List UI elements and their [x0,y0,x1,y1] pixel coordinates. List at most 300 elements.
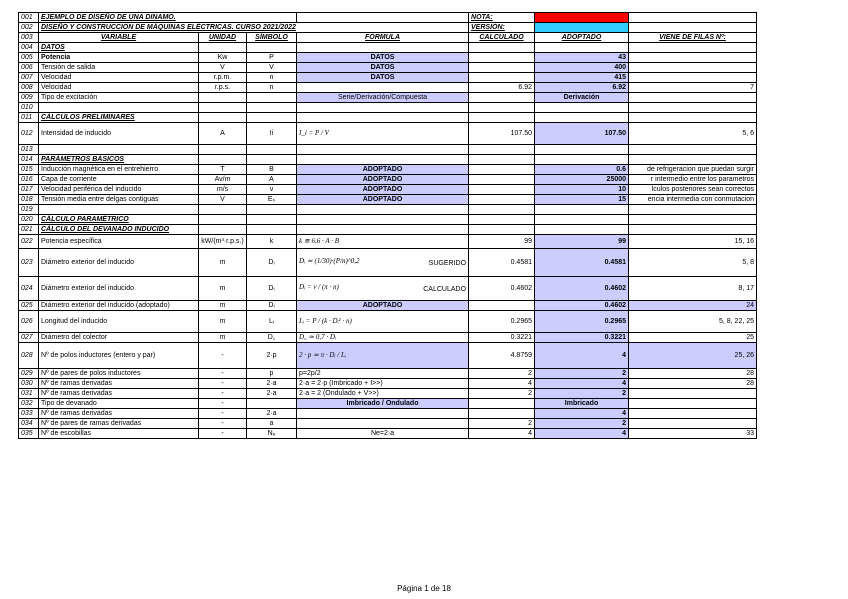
cell-simbolo[interactable]: P [247,53,297,63]
row-number[interactable]: 021 [19,225,39,235]
row-number[interactable]: 034 [19,419,39,429]
cell-calculado[interactable]: 2 [469,419,535,429]
row-number[interactable]: 033 [19,409,39,419]
cell-simbolo[interactable]: D꜀ [247,333,297,343]
cell-unidad[interactable] [199,225,247,235]
sheet-row [19,33,757,43]
cell-variable[interactable]: Diámetro del colector [39,333,199,343]
version-value[interactable] [535,23,629,33]
cell-formula[interactable] [297,215,469,225]
cell-formula[interactable] [297,249,469,277]
cell-simbolo[interactable]: a [247,419,297,429]
cell-adoptado[interactable]: 6.92 [535,83,629,93]
cell-adoptado[interactable]: 107.50 [535,123,629,145]
row-number[interactable]: 001 [19,13,39,23]
cell-variable[interactable]: Inducción magnética en el entrehierro [39,165,199,175]
cell-viene[interactable] [629,389,757,399]
cell-calculado[interactable]: 0.3221 [469,333,535,343]
cell-simbolo[interactable]: 2·p [247,343,297,369]
cell-viene[interactable] [629,113,757,123]
cell-simbolo[interactable] [247,93,297,103]
header-formula[interactable]: FÓRMULA [297,33,469,43]
cell-variable[interactable]: CÁLCULO PARAMÉTRICO [39,215,199,225]
cell-formula[interactable] [297,333,469,343]
cell-variable[interactable] [39,145,199,155]
cell-calculado[interactable]: 2 [469,389,535,399]
cell-viene[interactable]: 15, 16 [629,235,757,249]
cell-formula[interactable] [297,369,469,379]
cell-viene[interactable]: 28 [629,369,757,379]
cell-calculado[interactable] [469,175,535,185]
sheet-row [19,249,757,277]
cell-formula[interactable] [297,205,469,215]
cell-unidad[interactable] [199,43,247,53]
formula-text: Dᵢ ≃ (1/30)·(P/n)^0,2 [299,257,360,265]
cell-adoptado[interactable]: Derivación [535,93,629,103]
formula-text: Dᵢ = ν / (π · n) [299,283,339,291]
cell-formula[interactable] [297,145,469,155]
header-adoptado[interactable]: ADOPTADO [535,33,629,43]
header-unidad[interactable]: UNIDAD [199,33,247,43]
cell-unidad[interactable]: A [199,123,247,145]
cell-unidad[interactable]: m [199,277,247,301]
cell-formula[interactable] [297,389,469,399]
cell-calculado[interactable]: 0.4602 [469,277,535,301]
cell-variable[interactable]: Longitud del inducido [39,311,199,333]
row-number[interactable]: 031 [19,389,39,399]
cell-formula[interactable] [297,13,469,23]
header-simbolo[interactable]: SÍMBOLO [247,33,297,43]
cell-formula[interactable] [297,195,469,205]
cell-viene[interactable] [629,103,757,113]
cell-unidad[interactable] [199,103,247,113]
cell-adoptado[interactable]: 2 [535,419,629,429]
cell-unidad[interactable] [199,145,247,155]
cell-variable[interactable]: CÁLCULOS PRELIMINARES [39,113,199,123]
cell-unidad[interactable]: m [199,301,247,311]
cell-unidad[interactable]: - [199,369,247,379]
cell-simbolo[interactable] [247,103,297,113]
row-number[interactable]: 024 [19,277,39,301]
cell-unidad[interactable]: m [199,311,247,333]
cell-unidad[interactable]: r.p.s. [199,83,247,93]
cell-simbolo[interactable]: Lᵢ [247,311,297,333]
cell-unidad[interactable]: Av/m [199,175,247,185]
cell-variable[interactable]: Nº de ramas derivadas [39,409,199,419]
cell-variable[interactable]: Nº de pares de ramas derivadas [39,419,199,429]
cell-adoptado[interactable]: 0.3221 [535,333,629,343]
row-number[interactable]: 005 [19,53,39,63]
cell-adoptado[interactable] [535,113,629,123]
cell-formula[interactable] [297,113,469,123]
cell-adoptado[interactable] [535,155,629,165]
cell-simbolo[interactable] [247,205,297,215]
cell-simbolo[interactable]: 2·a [247,389,297,399]
cell-viene[interactable] [629,215,757,225]
cell-adoptado[interactable]: 15 [535,195,629,205]
cell-viene[interactable] [629,225,757,235]
cell-adoptado[interactable]: 0.6 [535,165,629,175]
formula-text: ADOPTADO [362,166,403,173]
cell-unidad[interactable]: V [199,195,247,205]
cell-simbolo[interactable]: Dᵢ [247,249,297,277]
row-number[interactable]: 015 [19,165,39,175]
cell-unidad[interactable]: m/s [199,185,247,195]
cell-viene[interactable]: 24 [629,301,757,311]
cell-calculado[interactable] [469,63,535,73]
cell-formula[interactable] [297,103,469,113]
cell-adoptado[interactable]: 4 [535,409,629,419]
cell-viene[interactable] [629,63,757,73]
sheet-row [19,175,757,185]
cell-calculado[interactable]: 4 [469,429,535,439]
cell-calculado[interactable] [469,409,535,419]
cell-simbolo[interactable]: n [247,73,297,83]
doc-title[interactable]: EJEMPLO DE DISEÑO DE UNA DINAMO. [39,13,297,23]
cell-formula[interactable] [297,343,469,369]
row-number[interactable]: 025 [19,301,39,311]
cell-calculado[interactable] [469,145,535,155]
cell-unidad[interactable]: - [199,343,247,369]
cell-unidad[interactable]: r.p.m. [199,73,247,83]
cell-adoptado[interactable]: 4 [535,343,629,369]
cell-calculado[interactable] [469,73,535,83]
cell-formula[interactable] [297,63,469,73]
sheet-row [19,429,757,439]
cell-formula[interactable] [297,301,469,311]
row-number[interactable]: 029 [19,369,39,379]
cell-formula[interactable] [297,53,469,63]
cell-variable[interactable]: Nº de pares de polos inductores [39,369,199,379]
cell-adoptado[interactable]: 400 [535,63,629,73]
cell-unidad[interactable]: kW/(m³·r.p.s.) [199,235,247,249]
cell-adoptado[interactable] [535,103,629,113]
cell-adoptado[interactable]: 0.2965 [535,311,629,333]
cell-adoptado[interactable]: 4 [535,429,629,439]
cell-viene[interactable] [629,13,757,23]
cell-simbolo[interactable] [247,215,297,225]
cell-unidad[interactable]: - [199,379,247,389]
row-number[interactable]: 026 [19,311,39,333]
cell-variable[interactable]: PARÁMETROS BÁSICOS [39,155,199,165]
cell-calculado[interactable]: 99 [469,235,535,249]
cell-unidad[interactable]: - [199,399,247,409]
cell-calculado[interactable]: 4.8759 [469,343,535,369]
cell-adoptado[interactable]: 0.4581 [535,249,629,277]
row-number[interactable]: 020 [19,215,39,225]
row-number[interactable]: 019 [19,205,39,215]
cell-viene[interactable]: 25, 26 [629,343,757,369]
cell-formula[interactable] [297,83,469,93]
row-number[interactable]: 013 [19,145,39,155]
cell-viene[interactable] [629,53,757,63]
cell-adoptado[interactable]: 10 [535,185,629,195]
cell-calculado[interactable] [469,43,535,53]
cell-simbolo[interactable] [247,145,297,155]
header-viene[interactable]: VIENE DE FILAS Nº: [629,33,757,43]
cell-variable[interactable]: Diámetro exterior del inducido (adoptado) [39,301,199,311]
cell-calculado[interactable] [469,155,535,165]
cell-adoptado[interactable]: Imbricado [535,399,629,409]
cell-variable[interactable]: Potencia [39,53,199,63]
cell-calculado[interactable] [469,399,535,409]
cell-viene[interactable]: 8, 17 [629,277,757,301]
nota-value[interactable] [535,13,629,23]
cell-adoptado[interactable]: 43 [535,53,629,63]
cell-adoptado[interactable]: 99 [535,235,629,249]
cell-variable[interactable] [39,103,199,113]
cell-variable[interactable]: Nº de polos inductores (entero y par) [39,343,199,369]
cell-variable[interactable]: Capa de corriente [39,175,199,185]
cell-unidad[interactable]: T [199,165,247,175]
sheet-row [19,13,757,23]
formula-text: ADOPTADO [362,186,403,193]
sheet-row [19,165,757,175]
cell-simbolo[interactable]: 2·a [247,409,297,419]
cell-adoptado[interactable] [535,205,629,215]
cell-viene[interactable]: r intermedio entre los parametros [629,175,757,185]
row-number[interactable]: 014 [19,155,39,165]
cell-variable[interactable]: Tipo de excitación [39,93,199,103]
cell-calculado[interactable] [469,195,535,205]
cell-formula[interactable] [297,93,469,103]
formula-text: DATOS [370,64,395,71]
cell-viene[interactable]: 7 [629,83,757,93]
cell-variable[interactable]: Velocidad [39,83,199,93]
cell-calculado[interactable] [469,103,535,113]
row-number[interactable]: 003 [19,33,39,43]
nota-label[interactable]: NOTA: [469,13,535,23]
sheet-row [19,333,757,343]
row-number[interactable]: 022 [19,235,39,249]
cell-unidad[interactable]: - [199,429,247,439]
cell-variable[interactable]: Tensión media entre delgas contiguas [39,195,199,205]
sheet-row [19,73,757,83]
row-number[interactable]: 027 [19,333,39,343]
row-number[interactable]: 030 [19,379,39,389]
cell-formula[interactable] [297,399,469,409]
cell-formula[interactable] [297,155,469,165]
cell-formula[interactable] [297,311,469,333]
formula-text: DATOS [370,74,395,81]
cell-variable[interactable]: Tipo de devanado [39,399,199,409]
course-title[interactable]: DISEÑO Y CONSTRUCCIÓN DE MÁQUINAS ELÉCTRICAS. CURSO 2021/2022 [39,23,469,33]
cell-simbolo[interactable]: V [247,63,297,73]
cell-adoptado[interactable] [535,43,629,53]
cell-simbolo[interactable]: B [247,165,297,175]
header-calculado[interactable]: CALCULADO [469,33,535,43]
cell-calculado[interactable] [469,93,535,103]
cell-viene[interactable] [629,409,757,419]
row-number[interactable]: 008 [19,83,39,93]
cell-calculado[interactable] [469,185,535,195]
cell-calculado[interactable] [469,215,535,225]
sheet-row [19,215,757,225]
cell-simbolo[interactable]: Eₛ [247,195,297,205]
cell-variable[interactable]: Velocidad periférica del inducido [39,185,199,195]
sheet-row [19,311,757,333]
cell-simbolo[interactable]: A [247,175,297,185]
cell-unidad[interactable] [199,93,247,103]
cell-formula[interactable] [297,235,469,249]
cell-variable[interactable]: Nº de escobillas [39,429,199,439]
cell-unidad[interactable]: - [199,389,247,399]
cell-variable[interactable]: Nº de ramas derivadas [39,379,199,389]
cell-formula[interactable] [297,419,469,429]
cell-adoptado[interactable]: 0.4602 [535,301,629,311]
row-number[interactable]: 035 [19,429,39,439]
row-number[interactable]: 012 [19,123,39,145]
cell-simbolo[interactable]: Ii [247,123,297,145]
header-variable[interactable]: VARIABLE [39,33,199,43]
row-number[interactable]: 028 [19,343,39,369]
cell-viene[interactable]: encia intermedia con conmutacion [629,195,757,205]
cell-adoptado[interactable]: 2 [535,369,629,379]
formula-text: p=2p/2 [299,370,321,377]
cell-simbolo[interactable]: 2·a [247,379,297,389]
cell-viene[interactable]: 5, 6 [629,123,757,145]
cell-formula[interactable] [297,43,469,53]
formula-tag: SUGERIDO [428,260,467,267]
cell-variable[interactable]: Velocidad [39,73,199,83]
sheet-row [19,43,757,53]
cell-formula[interactable] [297,409,469,419]
cell-calculado[interactable]: 6.92 [469,83,535,93]
cell-unidad[interactable]: m [199,249,247,277]
cell-simbolo[interactable] [247,155,297,165]
cell-simbolo[interactable] [247,43,297,53]
version-label[interactable]: VERSIÓN: [469,23,535,33]
row-number[interactable]: 023 [19,249,39,277]
row-number[interactable]: 004 [19,43,39,53]
cell-adoptado[interactable] [535,145,629,155]
row-number[interactable]: 007 [19,73,39,83]
row-number[interactable]: 017 [19,185,39,195]
cell-simbolo[interactable] [247,113,297,123]
cell-calculado[interactable]: 2 [469,369,535,379]
cell-simbolo[interactable]: p [247,369,297,379]
cell-variable[interactable] [39,205,199,215]
cell-variable[interactable]: Nº de ramas derivadas [39,389,199,399]
cell-adoptado[interactable] [535,215,629,225]
cell-calculado[interactable] [469,205,535,215]
cell-unidad[interactable] [199,215,247,225]
row-number[interactable]: 011 [19,113,39,123]
cell-viene[interactable]: lculos posteriores sean correctos [629,185,757,195]
cell-simbolo[interactable]: Nₑ [247,429,297,439]
cell-viene[interactable] [629,419,757,429]
cell-unidad[interactable]: Kw [199,53,247,63]
cell-calculado[interactable] [469,53,535,63]
cell-formula[interactable] [297,73,469,83]
cell-viene[interactable] [629,73,757,83]
cell-viene[interactable]: de refrigeracion que puedan surgir [629,165,757,175]
cell-calculado[interactable] [469,301,535,311]
cell-variable[interactable]: Intensidad de inducido [39,123,199,145]
cell-calculado[interactable] [469,165,535,175]
cell-simbolo[interactable]: k [247,235,297,249]
cell-formula[interactable] [297,165,469,175]
row-number[interactable]: 006 [19,63,39,73]
cell-variable[interactable]: Diámetro exterior del inducido [39,249,199,277]
cell-adoptado[interactable] [535,225,629,235]
cell-unidad[interactable]: - [199,409,247,419]
cell-variable[interactable]: Diámetro exterior del inducido [39,277,199,301]
cell-adoptado[interactable]: 25000 [535,175,629,185]
cell-unidad[interactable] [199,155,247,165]
cell-formula[interactable] [297,429,469,439]
row-number[interactable]: 009 [19,93,39,103]
row-number[interactable]: 032 [19,399,39,409]
row-number[interactable]: 018 [19,195,39,205]
cell-adoptado[interactable]: 2 [535,389,629,399]
cell-variable[interactable]: Tensión de salida [39,63,199,73]
cell-unidad[interactable] [199,205,247,215]
cell-viene[interactable] [629,155,757,165]
cell-variable[interactable]: CÁLCULO DEL DEVANADO INDUCIDO [39,225,199,235]
cell-calculado[interactable]: 107.50 [469,123,535,145]
cell-viene[interactable] [629,145,757,155]
cell-viene[interactable]: 5, 8, 22, 25 [629,311,757,333]
cell-calculado[interactable]: 0.4581 [469,249,535,277]
cell-variable[interactable]: Potencia específica [39,235,199,249]
cell-calculado[interactable] [469,225,535,235]
cell-calculado[interactable]: 0.2965 [469,311,535,333]
row-number[interactable]: 016 [19,175,39,185]
cell-viene[interactable] [629,43,757,53]
cell-simbolo[interactable]: ν [247,185,297,195]
cell-viene[interactable]: 5, 8 [629,249,757,277]
sheet-row [19,389,757,399]
formula-text: Ne=2·a [370,430,395,437]
cell-unidad[interactable] [199,113,247,123]
cell-viene[interactable] [629,399,757,409]
cell-formula[interactable] [297,185,469,195]
formula-text: 2 · p ≃ π · Dᵢ / Lᵢ [299,351,346,359]
cell-viene[interactable] [629,23,757,33]
cell-simbolo[interactable]: n [247,83,297,93]
cell-simbolo[interactable]: Dᵢ [247,301,297,311]
sheet-row [19,301,757,311]
cell-viene[interactable]: 28 [629,379,757,389]
cell-formula[interactable] [297,277,469,301]
cell-viene[interactable]: 25 [629,333,757,343]
cell-viene[interactable]: 33 [629,429,757,439]
cell-adoptado[interactable]: 4 [535,379,629,389]
cell-adoptado[interactable]: 415 [535,73,629,83]
cell-simbolo[interactable]: Dᵢ [247,277,297,301]
cell-formula[interactable] [297,175,469,185]
formula-text: ADOPTADO [362,302,403,309]
cell-formula[interactable] [297,379,469,389]
cell-simbolo[interactable] [247,225,297,235]
cell-calculado[interactable]: 4 [469,379,535,389]
cell-formula[interactable] [297,123,469,145]
row-number[interactable]: 002 [19,23,39,33]
row-number[interactable]: 010 [19,103,39,113]
cell-adoptado[interactable]: 0.4602 [535,277,629,301]
cell-variable[interactable]: DATOS [39,43,199,53]
cell-viene[interactable] [629,93,757,103]
cell-unidad[interactable]: m [199,333,247,343]
cell-unidad[interactable]: V [199,63,247,73]
cell-simbolo[interactable] [247,399,297,409]
formula-text: ADOPTADO [362,196,403,203]
cell-calculado[interactable] [469,113,535,123]
cell-viene[interactable] [629,205,757,215]
cell-formula[interactable] [297,225,469,235]
cell-unidad[interactable]: - [199,419,247,429]
